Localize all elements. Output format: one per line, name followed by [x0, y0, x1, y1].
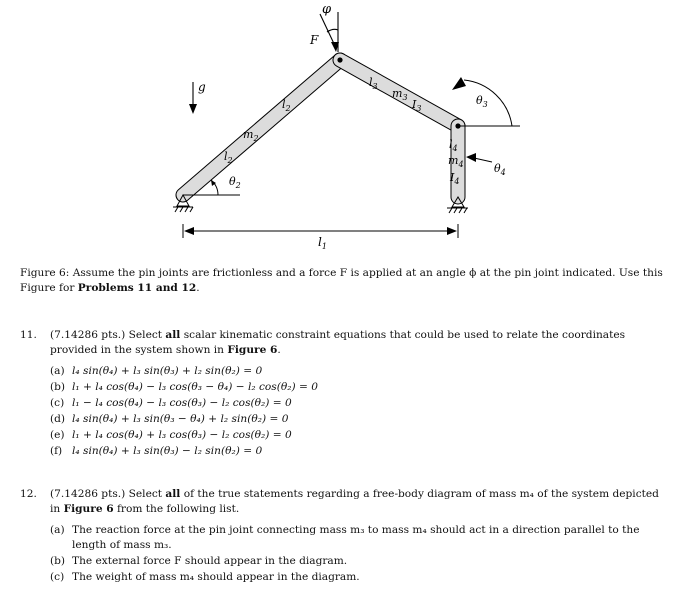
stem-bold: all — [165, 329, 181, 341]
I4-label: $I_4$ — [450, 171, 460, 186]
problem-stem — [50, 328, 670, 358]
option-list — [50, 523, 670, 585]
problem-stem — [50, 487, 670, 517]
problem-number: 11. — [20, 329, 37, 341]
option-item[interactable] — [50, 570, 670, 585]
I3-label: $I_3$ — [412, 98, 422, 113]
theta3-label: $\theta_3$ — [476, 94, 488, 109]
caption-bold: Problems 11 and 12 — [77, 282, 197, 294]
theta4-arrow — [466, 153, 492, 162]
stem-text: from the following list. — [113, 503, 240, 515]
option-label: (e) — [50, 429, 65, 441]
option-label: (c) — [50, 571, 65, 583]
option-text: l₁ − l₄ cos(θ₄) − l₃ cos(θ₃) − l₂ cos(θ₂) = 0 — [72, 397, 292, 409]
link-2 — [183, 60, 340, 195]
phi-label: φ — [322, 2, 332, 17]
gravity-arrow — [189, 82, 197, 114]
option-text: l₄ sin(θ₄) + l₃ sin(θ₃ − θ₄) + l₂ sin(θ₂) = 0 — [72, 413, 289, 425]
figure-caption — [20, 266, 670, 296]
m2-label: $m_2$ — [243, 128, 259, 143]
stem-bold: Figure 6 — [63, 503, 114, 515]
option-label: (d) — [50, 413, 66, 425]
gravity-label: g — [198, 80, 206, 94]
option-item[interactable] — [50, 380, 670, 395]
mechanism-figure — [0, 0, 680, 262]
theta4-label: $\theta_4$ — [494, 162, 506, 177]
problem-number: 12. — [20, 488, 37, 500]
theta2-label: $\theta_2$ — [229, 175, 241, 190]
stem-text: scalar kinematic constraint equations that could be used to relate the coordinates provided in the system shown in — [50, 329, 626, 356]
pin-joint-top — [337, 57, 342, 62]
l2-upper-label: $l_2$ — [282, 98, 291, 113]
option-label: (c) — [50, 397, 65, 409]
option-label: (f) — [50, 445, 63, 457]
option-item[interactable] — [50, 396, 670, 411]
option-list — [50, 364, 670, 459]
option-item[interactable] — [50, 412, 670, 427]
option-text: The external force F should appear in the diagram. — [72, 555, 348, 567]
stem-text: of the true statements regarding a free-body diagram of mass m₄ of the system depicted in — [50, 488, 659, 515]
l2-lower-label: $l_2$ — [224, 150, 233, 165]
option-text: The weight of mass m₄ should appear in the diagram. — [72, 571, 360, 583]
problem-12 — [20, 487, 670, 586]
option-text: l₁ + l₄ cos(θ₄) + l₃ cos(θ₃) − l₂ cos(θ₂) = 0 — [72, 429, 292, 441]
l4-label: $l_4$ — [449, 138, 458, 153]
option-text: l₄ sin(θ₄) + l₃ sin(θ₃) − l₂ sin(θ₂) = 0 — [72, 445, 263, 457]
option-item[interactable] — [50, 523, 670, 553]
force-arrow — [320, 12, 339, 52]
option-label: (a) — [50, 365, 65, 377]
option-label: (b) — [50, 381, 66, 393]
option-item[interactable] — [50, 554, 670, 569]
option-text: l₄ sin(θ₄) + l₃ sin(θ₃) + l₂ sin(θ₂) = 0 — [72, 365, 263, 377]
option-text: The reaction force at the pin joint connecting mass m₃ to mass m₄ should act in a direction parallel to the length of mass m₃. — [72, 524, 640, 551]
option-label: (a) — [50, 524, 65, 536]
stem-text: . — [277, 344, 281, 356]
option-item[interactable] — [50, 428, 670, 443]
stem-bold: Figure 6 — [227, 344, 278, 356]
stem-text: (7.14286 pts.) Select — [50, 488, 166, 500]
problem-11 — [20, 328, 670, 460]
option-item[interactable] — [50, 364, 670, 379]
option-label: (b) — [50, 555, 66, 567]
force-label: F — [310, 33, 319, 47]
stem-bold: all — [165, 488, 181, 500]
m3-label: $m_3$ — [392, 87, 408, 102]
caption-prefix: Figure 6: Assume the pin joints are frictionless and a force F is applied at an angle ϕ at the pin joint indicated. Use this Figure for — [20, 267, 663, 294]
l1-label: $l_1$ — [318, 235, 327, 251]
option-text: l₁ + l₄ cos(θ₄) − l₃ cos(θ₃ − θ₄) − l₂ cos(θ₂) = 0 — [72, 381, 318, 393]
stem-text: (7.14286 pts.) Select — [50, 329, 166, 341]
option-item[interactable] — [50, 444, 670, 459]
m4-label: $m_4$ — [448, 154, 464, 169]
l3-label: $l_3$ — [369, 76, 378, 91]
caption-suffix: . — [196, 282, 200, 294]
